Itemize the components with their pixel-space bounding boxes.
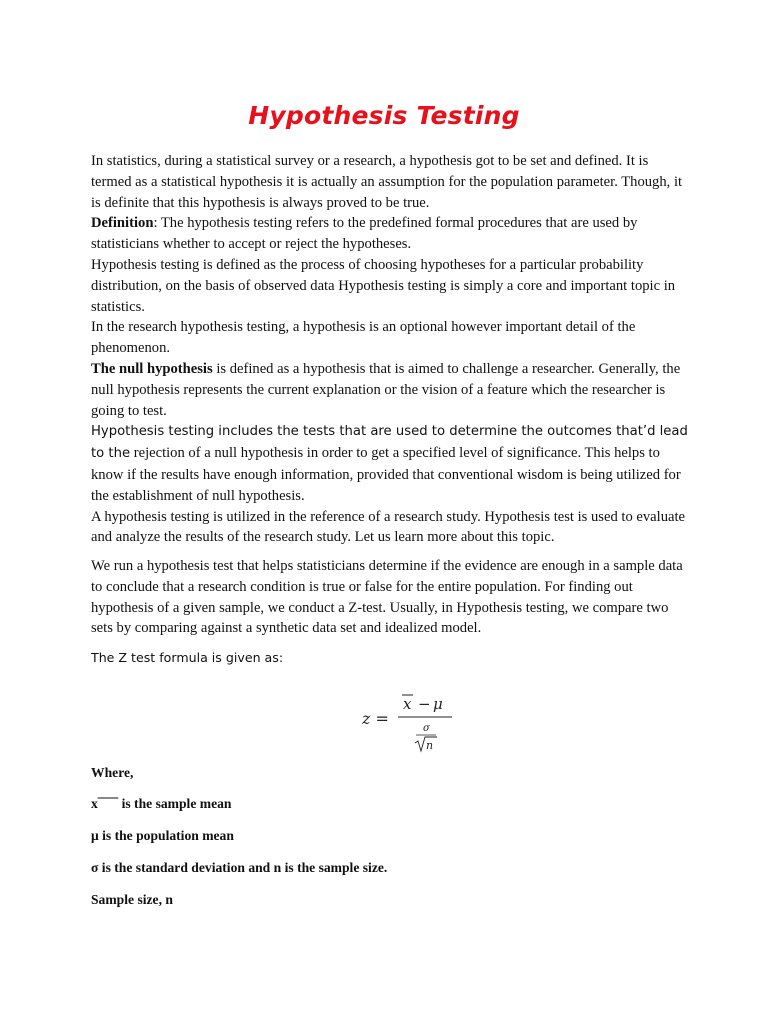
- intro-paragraph-6-rest: rejection of a null hypothesis in order to get a specified level of significance. This helps to know if the results have enough information, provided that conventional wisdom is being utilized for the establishment of null hypothesis.: [91, 445, 681, 504]
- formula-den-sigma: σ: [423, 723, 430, 734]
- formula-num-minus: −: [418, 695, 431, 713]
- intro-paragraph-1: In statistics, during a statistical survey or a research, a hypothesis got to be set and defined. It is termed as a statistical hypothesis it is actually an assumption for the population parameter. Though, it is definite that this hypothesis is always proved to be true.: [91, 153, 683, 211]
- def-sample-mean: x¯¯¯ is the sample mean: [91, 796, 232, 811]
- intro-paragraph-3: Hypothesis testing is defined as the process of choosing hypotheses for a particular probability distribution, on the basis of observed data Hypothesis testing is simply a core and important topic in statistics.: [91, 256, 676, 315]
- formula-num-x: x: [403, 695, 412, 713]
- definition-text: : The hypothesis testing refers to the predefined formal procedures that are used by statisticians whether to accept or reject the hypotheses.: [91, 215, 638, 253]
- ztest-intro-paragraph: We run a hypothesis test that helps statisticians determine if the evidence are enough in a sample data to conclude that a research condition is true or false for the entire population. For finding out hypothesis of a given sample, we conduct a Z-test. Usually, in Hypothesis testing, we compare two sets by comparing against a synthetic data set and idealized model.: [91, 558, 683, 637]
- formula-lhs: z =: [362, 709, 389, 728]
- z-test-formula: [360, 690, 460, 760]
- definition-label: Definition: [91, 215, 154, 232]
- ztest-intro-section: [91, 556, 691, 639]
- intro-paragraph-4: In the research hypothesis testing, a hypothesis is an optional however important detail of the phenomenon.: [91, 319, 636, 357]
- intro-paragraph-7: A hypothesis testing is utilized in the reference of a research study. Hypothesis test is used to evaluate and analyze the results of the research study. Let us learn more about this topic.: [91, 508, 685, 546]
- ztest-formula-label: The Z test formula is given as:: [91, 650, 284, 665]
- formula-num-mu: μ: [433, 695, 443, 713]
- page-title: Hypothesis Testing: [248, 101, 520, 130]
- intro-paragraph-6-sans: Hypothesis testing includes the tests that are used to determine the outcomes that’d lead to the: [91, 424, 688, 462]
- intro-section: [91, 151, 691, 548]
- null-hypothesis-paragraph: [91, 359, 691, 421]
- definition-paragraph: [91, 213, 691, 255]
- formula-den-n: n: [426, 739, 434, 752]
- null-hypothesis-label: The null hypothesis: [91, 360, 213, 377]
- def-sample-size: Sample size, n: [91, 892, 173, 907]
- def-standard-deviation: σ is the standard deviation and n is the sample size.: [91, 860, 388, 875]
- intro-paragraph-6: [91, 421, 691, 506]
- where-label: Where,: [91, 765, 134, 780]
- def-population-mean: μ is the population mean: [91, 828, 234, 843]
- null-hypothesis-text: is defined as a hypothesis that is aimed to challenge a researcher. Generally, the null hypothesis represents the current explanation or the vision of a feature which the researcher is going to test.: [91, 360, 681, 419]
